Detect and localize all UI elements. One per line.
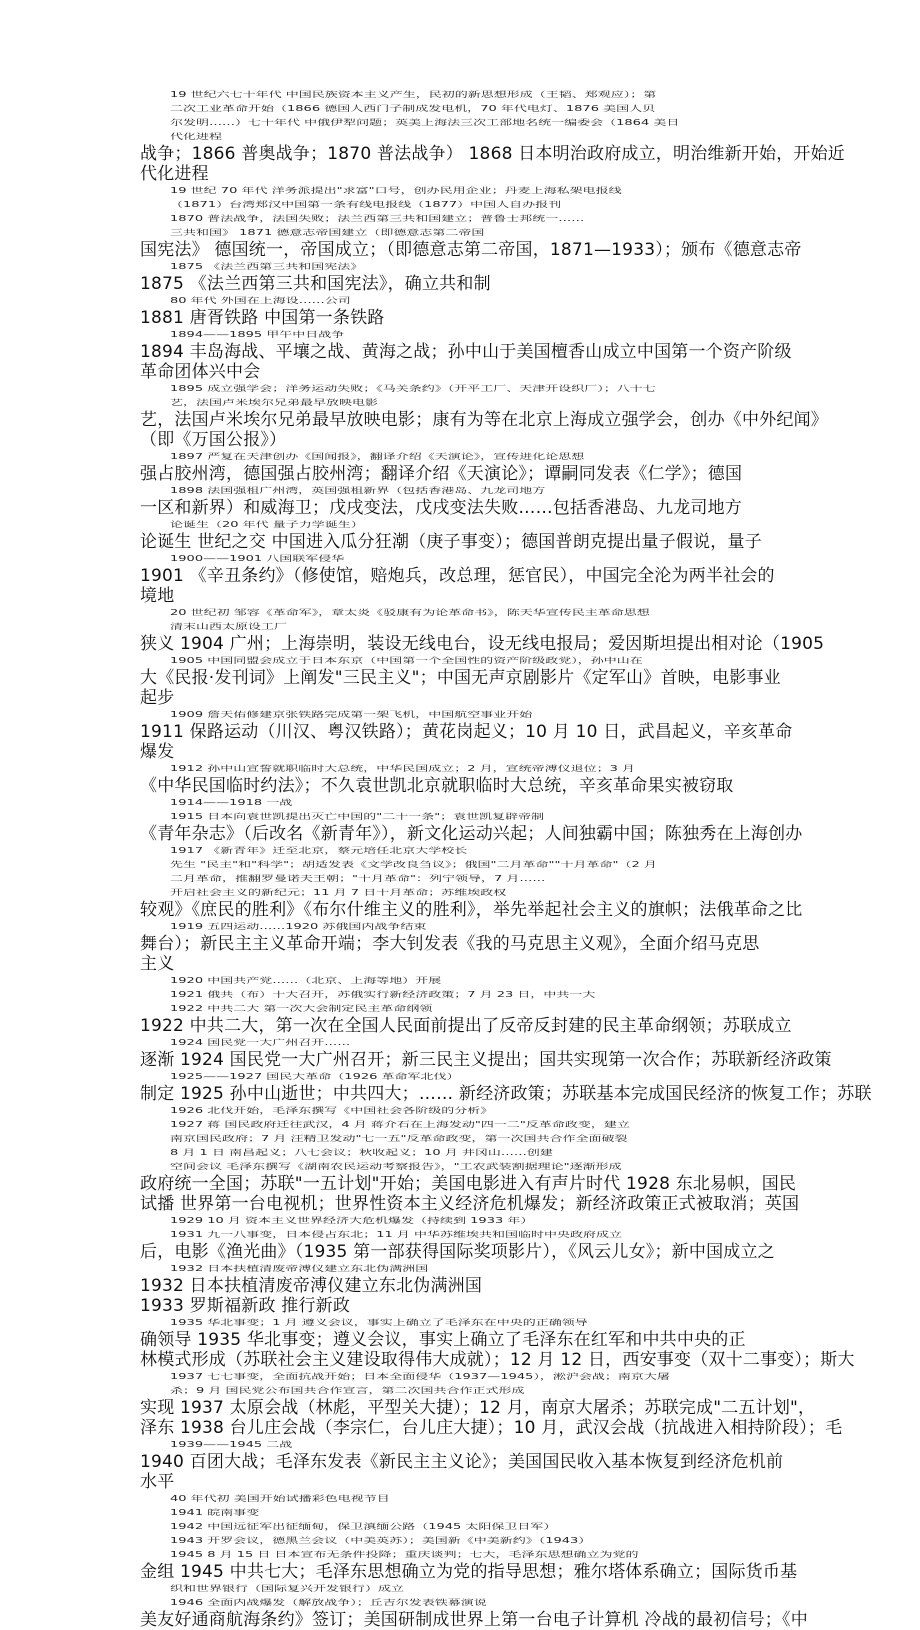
timeline-entry-faded: 1927 蒋 国民政府迁往武汉，4 月 蒋介石在上海发动"四一二"反革命政变，建立 [170,1120,630,1130]
timeline-entry-faded: 尔发明……）七十年代 中俄伊犁问题；英美上海法三次工部地名统一编委会（1864 美日 [170,118,680,128]
timeline-entry: 金组 1945 中共七大；毛泽东思想确立为党的指导思想；雅尔塔体系确立；国际货币基 [140,1562,798,1582]
timeline-entry: 革命团体兴中会 [140,362,261,382]
timeline-entry: 大《民报·发刊词》上阐发"三民主义"；中国无声京剧影片《定军山》首映，电影事业 [140,668,781,688]
timeline-entry-faded: 二次工业革命开始（1866 德国人西门子制成发电机，70 年代电灯、1876 美国人贝 [170,104,656,114]
timeline-entry-faded: 1941 皖南事变 [170,1508,260,1518]
timeline-entry: 《中华民国临时约法》；不久袁世凯北京就职临时大总统，辛亥革命果实被窃取 [140,776,734,796]
timeline-entry: （即《万国公报》） [140,430,287,450]
timeline-entry-faded: 1939——1945 二战 [170,1440,293,1450]
timeline-entry-faded: 1870 普法战争，法国失败；法兰西第三共和国建立；普鲁士邦统一…… [170,214,585,224]
timeline-entry-faded: 8 月 1 日 南昌起义；八七会议；秋收起义；10 月 井冈山……创建 [170,1148,553,1158]
timeline-entry: 1875 《法兰西第三共和国宪法》，确立共和制 [140,274,491,294]
timeline-entry-faded: 1915 日本向袁世凯提出灭亡中国的"二十一条"；袁世凯复辟帝制 [170,812,545,822]
timeline-entry-faded: 1925——1927 国民大革命（1926 革命军北伐） [170,1072,460,1082]
timeline-entry-faded: 1912 孙中山宣誓就职临时大总统，中华民国成立；2 月，宣统帝溥仪退位；3 月 [170,764,636,774]
timeline-entry-faded: 1931 九一八事变，日本侵占东北；11 月 中华苏维埃共和国临时中央政府成立 [170,1230,623,1240]
timeline-entry-faded: 1932 日本扶植清废帝溥仪建立东北伪满洲国 [170,1264,429,1274]
timeline-entry: 1911 保路运动（川汉、粤汉铁路）；黄花岗起义；10 月 10 日，武昌起义，辛亥革命 [140,722,793,742]
timeline-entry: 1922 中共二大，第一次在全国人民面前提出了反帝反封建的民主革命纲领；苏联成立 [140,1016,792,1036]
timeline-entry-faded: 1924 国民党一大广州召开…… [170,1038,351,1048]
timeline-entry-faded: 19 世纪 70 年代 洋务派提出"求富"口号，创办民用企业；丹麦上海私架电报线 [170,186,622,196]
timeline-entry: 狭义 1904 广州；上海崇明，装设无线电台，设无线电报局；爱因斯坦提出相对论（1905 [140,634,825,654]
timeline-entry-faded: 二月革命，推翻罗曼诺夫王朝；"十月革命"：列宁领导，7 月…… [170,874,546,884]
timeline-entry-faded: 1895 成立强学会；洋务运动失败；《马关条约》（开平工厂、天津开设织厂）；八十七 [170,384,656,394]
timeline-entry: 确领导 1935 华北事变；遵义会议，事实上确立了毛泽东在红军和中共中央的正 [140,1330,746,1350]
timeline-entry: 较观》《庶民的胜利》《布尔什维主义的胜利》，举先举起社会主义的旗帜；法俄革命之比 [140,900,803,920]
timeline-entry-faded: 织和世界银行（国际复兴开发银行）成立 [170,1584,405,1594]
timeline-entry-faded: 三共和国》 1871 德意志帝国建立（即德意志第二帝国 [170,228,485,238]
timeline-entry: 论诞生 世纪之交 中国进入瓜分狂潮（庚子事变）；德国普朗克提出量子假说，量子 [140,532,762,552]
timeline-document [0,88,920,1630]
timeline-entry: 爆发 [140,742,175,762]
timeline-entry-faded: 40 年代初 美国开始试播彩色电视节目 [170,1494,390,1504]
timeline-entry-faded: 1914——1918 一战 [170,798,293,808]
timeline-entry-faded: 论诞生（20 年代 量子力学诞生） [170,520,364,530]
timeline-entry: 1901 《辛丑条约》（修使馆，赔炮兵，改总理，惩官民），中国完全沦为两半社会的 [140,566,775,586]
timeline-entry: 1894 丰岛海战、平壤之战、黄海之战；孙中山于美国檀香山成立中国第一个资产阶级 [140,342,792,362]
timeline-entry-faded: 1942 中国远征军出征缅甸，保卫滇缅公路（1945 太阳保卫日军） [170,1522,557,1532]
timeline-entry-faded: 1919 五四运动……1920 苏俄国内战争结束 [170,922,427,932]
timeline-entry-faded: 1897 严复在天津创办《国闻报》，翻译介绍《天演论》，宣传进化论思想 [170,452,585,462]
timeline-entry-faded: 1935 华北事变；1 月 遵义会议，事实上确立了毛泽东在中央的正确领导 [170,1318,588,1328]
timeline-entry-faded: 1937 七七事变，全面抗战开始；日本全面侵华（1937—1945），淞沪会战；南京大屠 [170,1372,670,1382]
timeline-entry-faded: 1921 俄共（布）十大召开，苏俄实行新经济政策；7 月 23 日，中共一大 [170,990,596,1000]
timeline-entry-faded: 1875 《法兰西第三共和国宪法》 [170,262,364,272]
timeline-entry: 《青年杂志》（后改名《新青年》），新文化运动兴起；人间独霸中国；陈独秀在上海创办 [140,824,803,844]
timeline-entry-faded: （1871）台湾郑汉中国第一条有线电报线（1877）中国人自办报刊 [170,200,562,210]
timeline-entry-faded: 1917 《新青年》迁至北京，蔡元培任北京大学校长 [170,846,468,856]
timeline-entry-faded: 1922 中共二大 第一次大会制定民主革命纲领 [170,1004,433,1014]
timeline-entry: 舞台）；新民主主义革命开端；李大钊发表《我的马克思主义观》，全面介绍马克思 [140,934,760,954]
timeline-entry-faded: 1894——1895 甲午中日战争 [170,330,345,340]
timeline-entry: 国宪法》 德国统一，帝国成立；（即德意志第二帝国，1871—1933）；颁布《德意志帝 [140,240,802,260]
timeline-entry-faded: 20 世纪初 邹容《革命军》，章太炎《驳康有为论革命书》，陈天华宣传民主革命思想 [170,608,650,618]
timeline-entry: 起步 [140,688,175,708]
timeline-entry: 美友好通商航海条约》签订；美国研制成世界上第一台电子计算机 冷战的最初信号；《中 [140,1610,808,1630]
timeline-entry: 水平 [140,1472,175,1492]
timeline-entry: 主义 [140,954,175,974]
timeline-entry: 艺，法国卢米埃尔兄弟最早放映电影；康有为等在北京上海成立强学会，创办《中外纪闻》 [140,410,828,430]
timeline-entry-faded: 1946 全面内战爆发（解放战争）；丘吉尔发表铁幕演说 [170,1598,487,1608]
timeline-entry-faded: 1943 开罗会议，德黑兰会议（中美英苏）；美国新《中美新约》（1943） [170,1536,592,1546]
timeline-entry: 1932 日本扶植清废帝溥仪建立东北伪满洲国 [140,1276,483,1296]
timeline-entry: 试播 世界第一台电视机；世界性资本主义经济危机爆发；新经济政策正式被取消；英国 [140,1194,800,1214]
timeline-entry: 战争；1866 普奥战争；1870 普法战争） 1868 日本明治政府成立，明治维新开始，开始近 [140,144,846,164]
timeline-entry: 逐渐 1924 国民党一大广州召开；新三民主义提出；国共实现第一次合作；苏联新经济政策 [140,1050,832,1070]
timeline-entry: 一区和新界）和威海卫；戊戌变法，戊戌变法失败……包括香港岛、九龙司地方 [140,498,742,518]
timeline-entry-faded: 1898 法国强租广州湾，英国强租新界（包括香港岛、九龙司地方 [170,486,546,496]
timeline-entry: 林模式形成（苏联社会主义建设取得伟大成就）；12 月 12 日，西安事变（双十二事变）；斯大 [140,1350,855,1370]
timeline-entry: 政府统一全国；苏联"一五计划"开始；美国电影进入有声片时代 1928 东北易帜，国民 [140,1174,797,1194]
timeline-entry: 后，电影《渔光曲》（1935 第一部获得国际奖项影片），《风云儿女》；新中国成立之 [140,1242,775,1262]
timeline-entry-faded: 杀；9 月 国民党公布国共合作宣言，第二次国共合作正式形成 [170,1386,525,1396]
timeline-entry: 1940 百团大战；毛泽东发表《新民主主义论》；美国国民收入基本恢复到经济危机前 [140,1452,784,1472]
timeline-entry-faded: 先生 "民主"和"科学"；胡适发表《文学改良刍议》；俄国"二月革命""十月革命"（2 月 [170,860,657,870]
timeline-entry: 泽东 1938 台儿庄会战（李宗仁，台儿庄大捷）；10 月，武汉会战（抗战进入相持阶段）；毛 [140,1418,843,1438]
timeline-entry-faded: 1900——1901 八国联军侵华 [170,554,345,564]
timeline-entry: 制定 1925 孙中山逝世；中共四大；…… 新经济政策；苏联基本完成国民经济的恢复工作；苏联 [140,1084,872,1104]
timeline-entry: 实现 1937 太原会战（林彪，平型关大捷）；12 月，南京大屠杀；苏联完成"二五计划"， [140,1398,816,1418]
timeline-entry-faded: 19 世纪六七十年代 中国民族资本主义产生，民初的新思想形成（王韬、郑观应）；第 [170,90,657,100]
timeline-entry-faded: 1945 8 月 15 日 日本宣布无条件投降；重庆谈判；七大，毛泽东思想确立为党的 [170,1550,639,1560]
timeline-entry-faded: 艺，法国卢米埃尔兄弟最早放映电影 [170,398,379,408]
timeline-entry: 1881 唐胥铁路 中国第一条铁路 [140,308,385,328]
timeline-entry-faded: 1905 中国同盟会成立于日本东京（中国第一个全国性的资产阶级政党），孙中山在 [170,656,643,666]
timeline-entry-faded: 清末山西太原设工厂 [170,622,288,632]
timeline-entry-faded: 1909 詹天佑修建京张铁路完成第一架飞机，中国航空事业开始 [170,710,533,720]
timeline-entry-faded: 代化进程 [170,132,223,142]
timeline-entry-faded: 开启社会主义的新纪元；11 月 7 日十月革命；苏维埃政权 [170,888,507,898]
timeline-entry: 1933 罗斯福新政 推行新政 [140,1296,351,1316]
timeline-entry: 代化进程 [140,164,209,184]
timeline-entry-faded: 南京国民政府；7 月 汪精卫发动"七一五"反革命政变，第一次国共合作全面破裂 [170,1134,628,1144]
timeline-entry: 强占胶州湾，德国强占胶州湾；翻译介绍《天演论》；谭嗣同发表《仁学》；德国 [140,464,743,484]
timeline-entry-faded: 空间会议 毛泽东撰写《湖南农民运动考察报告》，"工农武装割据理论"逐渐形成 [170,1162,622,1172]
timeline-entry-faded: 80 年代 外国在上海设……公司 [170,296,351,306]
timeline-entry-faded: 1920 中国共产党……（北京、上海等地）开展 [170,976,442,986]
timeline-entry-faded: 1929 10 月 资本主义世界经济大危机爆发（持续到 1933 年） [170,1216,534,1226]
timeline-entry-faded: 1926 北伐开始，毛泽东撰写《中国社会各阶级的分析》 [170,1106,494,1116]
timeline-entry: 境地 [140,586,175,606]
